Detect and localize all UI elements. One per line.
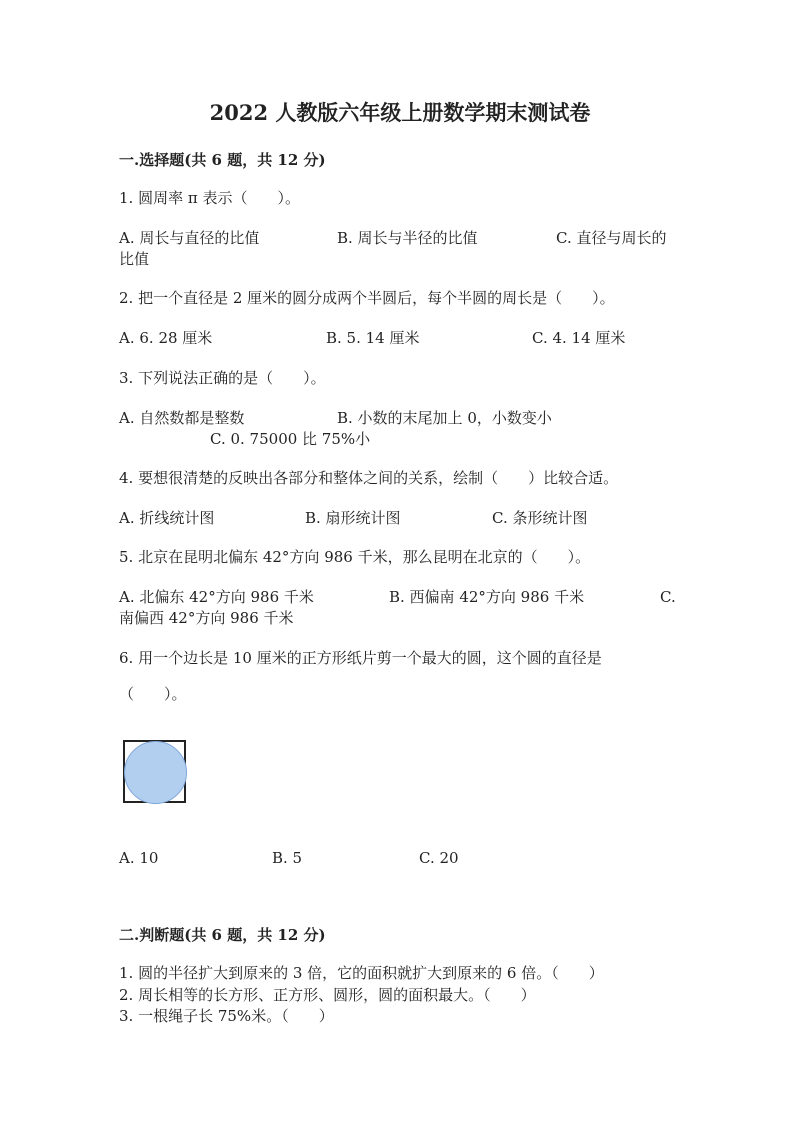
question-4-option-b: B. 扇形统计图 (305, 509, 401, 527)
true-false-question-2: 2. 周长相等的长方形、正方形、圆形，圆的面积最大。（ ） (119, 986, 536, 1004)
question-1-option-c-continued: 比值 (119, 250, 150, 268)
question-6-stem-continued: （ ）。 (119, 685, 187, 703)
question-2-option-b: B. 5. 14 厘米 (326, 329, 420, 347)
question-3-option-a: A. 自然数都是整数 (119, 409, 245, 427)
question-1-option-c: C. 直径与周长的 (556, 229, 667, 247)
question-5-option-a: A. 北偏东 42°方向 986 千米 (119, 588, 314, 606)
question-2-option-c: C. 4. 14 厘米 (532, 329, 626, 347)
question-1-option-a: A. 周长与直径的比值 (119, 229, 260, 247)
question-6-option-a: A. 10 (119, 849, 159, 867)
question-3-option-b: B. 小数的末尾加上 0，小数变小 (337, 409, 552, 427)
question-5-option-c: C. (660, 588, 676, 606)
section-heading-true-false: 二.判断题(共 6 题，共 12 分) (119, 926, 326, 944)
true-false-question-1: 1. 圆的半径扩大到原来的 3 倍，它的面积就扩大到原来的 6 倍。（ ） (119, 964, 604, 982)
question-5-option-c-continued: 南偏西 42°方向 986 千米 (119, 609, 294, 627)
question-5-stem: 5. 北京在昆明北偏东 42°方向 986 千米，那么昆明在北京的（ ）。 (119, 548, 591, 566)
question-1-option-b: B. 周长与半径的比值 (337, 229, 478, 247)
section-heading-choice: 一.选择题(共 6 题，共 12 分) (119, 151, 326, 169)
question-3-stem: 3. 下列说法正确的是（ ）。 (119, 369, 326, 387)
page-title: 2022 人教版六年级上册数学期末测试卷 (209, 100, 591, 125)
question-6-stem: 6. 用一个边长是 10 厘米的正方形纸片剪一个最大的圆，这个圆的直径是 (119, 649, 602, 667)
question-1-stem: 1. 圆周率 π 表示（ ）。 (119, 189, 300, 207)
question-6-option-b: B. 5 (272, 849, 303, 867)
true-false-question-3: 3. 一根绳子长 75%米。（ ） (119, 1007, 334, 1025)
question-4-option-a: A. 折线统计图 (119, 509, 215, 527)
question-4-stem: 4. 要想很清楚的反映出各部分和整体之间的关系，绘制（ ）比较合适。 (119, 469, 619, 487)
question-3-option-c: C. 0. 75000 比 75%小 (210, 430, 371, 448)
question-2-option-a: A. 6. 28 厘米 (119, 329, 213, 347)
question-2-stem: 2. 把一个直径是 2 厘米的圆分成两个半圆后，每个半圆的周长是（ ）。 (119, 289, 615, 307)
inscribed-circle (124, 741, 187, 804)
question-4-option-c: C. 条形统计图 (492, 509, 588, 527)
square-with-inscribed-circle-figure (123, 740, 186, 803)
question-6-option-c: C. 20 (419, 849, 459, 867)
question-5-option-b: B. 西偏南 42°方向 986 千米 (389, 588, 585, 606)
